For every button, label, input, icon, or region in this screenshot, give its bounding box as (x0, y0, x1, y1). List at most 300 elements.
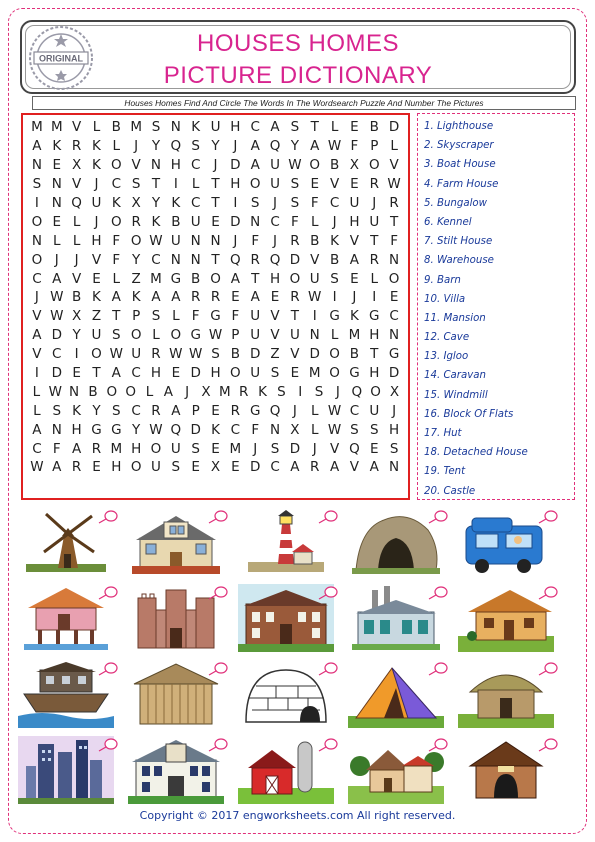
grid-letter[interactable]: W (149, 232, 163, 249)
grid-letter[interactable]: Q (269, 138, 281, 155)
grid-letter[interactable]: S (112, 402, 121, 419)
grid-letter[interactable]: A (52, 270, 62, 287)
grid-letter[interactable]: D (51, 365, 62, 382)
grid-letter[interactable]: I (312, 308, 317, 325)
grid-letter[interactable]: O (249, 176, 261, 193)
number-pin-icon[interactable] (98, 586, 118, 600)
grid-letter[interactable]: E (231, 289, 240, 306)
number-pin-icon[interactable] (318, 510, 338, 524)
grid-letter[interactable]: V (290, 346, 300, 363)
grid-letter[interactable]: B (111, 119, 121, 136)
grid-letter[interactable]: E (389, 289, 399, 306)
grid-letter[interactable]: A (349, 251, 360, 268)
grid-letter[interactable]: R (239, 383, 249, 400)
grid-letter[interactable]: M (130, 119, 142, 136)
grid-letter[interactable]: X (210, 459, 221, 476)
grid-letter[interactable]: G (329, 308, 340, 325)
grid-letter[interactable]: L (72, 232, 81, 249)
grid-letter[interactable]: A (32, 421, 42, 438)
grid-letter[interactable]: S (330, 270, 339, 287)
grid-letter[interactable]: D (309, 346, 320, 363)
grid-letter[interactable]: R (230, 402, 241, 419)
grid-letter[interactable]: L (152, 327, 160, 344)
grid-letter[interactable]: Q (230, 251, 241, 268)
grid-letter[interactable]: N (69, 383, 80, 400)
grid-letter[interactable]: J (372, 195, 377, 211)
grid-letter[interactable]: X (131, 195, 141, 211)
grid-letter[interactable]: V (270, 327, 280, 344)
grid-letter[interactable]: J (332, 213, 337, 230)
grid-letter[interactable]: R (71, 138, 82, 155)
grid-letter[interactable]: R (210, 289, 221, 306)
grid-letter[interactable]: V (389, 157, 399, 174)
grid-letter[interactable]: T (211, 176, 220, 193)
grid-letter[interactable]: E (270, 289, 280, 306)
grid-letter[interactable]: N (190, 251, 201, 268)
grid-letter[interactable]: E (350, 119, 359, 136)
number-pin-icon[interactable] (318, 586, 338, 600)
grid-letter[interactable]: L (370, 270, 379, 287)
grid-letter[interactable]: V (131, 157, 141, 174)
grid-letter[interactable]: N (31, 157, 42, 174)
grid-letter[interactable]: E (92, 270, 101, 287)
grid-letter[interactable]: M (110, 440, 123, 457)
grid-letter[interactable]: O (170, 327, 182, 344)
grid-letter[interactable]: V (71, 270, 82, 287)
grid-letter[interactable]: L (330, 119, 339, 136)
grid-letter[interactable]: B (310, 232, 320, 249)
grid-letter[interactable]: C (131, 402, 141, 419)
grid-letter[interactable]: P (370, 138, 379, 155)
grid-letter[interactable]: E (350, 176, 359, 193)
grid-letter[interactable]: N (389, 327, 400, 344)
grid-letter[interactable]: S (131, 176, 141, 193)
grid-letter[interactable]: H (369, 327, 380, 344)
grid-letter[interactable]: N (309, 327, 320, 344)
grid-letter[interactable]: U (91, 327, 102, 344)
grid-letter[interactable]: J (213, 157, 218, 174)
grid-letter[interactable]: V (32, 346, 42, 363)
grid-letter[interactable]: J (273, 195, 278, 211)
grid-letter[interactable]: J (233, 138, 238, 155)
grid-letter[interactable]: Y (290, 138, 300, 155)
grid-letter[interactable]: G (388, 346, 400, 363)
grid-letter[interactable]: S (191, 138, 200, 155)
grid-letter[interactable]: X (389, 383, 400, 400)
grid-letter[interactable]: H (91, 232, 102, 249)
grid-letter[interactable]: V (71, 119, 82, 136)
grid-letter[interactable]: L (330, 327, 339, 344)
grid-letter[interactable]: U (170, 440, 181, 457)
grid-letter[interactable]: J (134, 138, 139, 155)
grid-letter[interactable]: L (33, 402, 41, 419)
grid-letter[interactable]: B (329, 157, 340, 174)
grid-letter[interactable]: D (388, 365, 400, 382)
grid-letter[interactable]: E (350, 270, 359, 287)
grid-letter[interactable]: P (132, 308, 141, 325)
grid-letter[interactable]: U (309, 270, 320, 287)
grid-letter[interactable]: F (390, 232, 398, 249)
grid-letter[interactable]: B (71, 289, 82, 306)
number-pin-icon[interactable] (208, 738, 228, 752)
number-pin-icon[interactable] (208, 510, 228, 524)
grid-letter[interactable]: M (50, 119, 63, 136)
grid-letter[interactable]: W (208, 327, 223, 344)
grid-letter[interactable]: U (349, 195, 360, 211)
grid-letter[interactable]: W (288, 157, 302, 174)
grid-letter[interactable]: U (91, 195, 102, 211)
grid-letter[interactable]: V (329, 176, 340, 193)
grid-letter[interactable]: R (310, 459, 320, 476)
grid-letter[interactable]: T (211, 251, 220, 268)
grid-letter[interactable]: S (112, 327, 121, 344)
grid-letter[interactable]: S (250, 195, 260, 211)
grid-letter[interactable]: C (329, 195, 340, 211)
grid-letter[interactable]: Y (151, 138, 161, 155)
grid-letter[interactable]: J (185, 383, 190, 400)
grid-letter[interactable]: Q (269, 251, 281, 268)
grid-letter[interactable]: O (388, 270, 400, 287)
grid-letter[interactable]: K (191, 119, 201, 136)
grid-letter[interactable]: V (270, 308, 280, 325)
grid-letter[interactable]: K (92, 157, 101, 174)
grid-letter[interactable]: C (32, 270, 42, 287)
grid-letter[interactable]: K (111, 195, 121, 211)
grid-letter[interactable]: H (230, 176, 241, 193)
grid-letter[interactable]: E (310, 176, 319, 193)
grid-letter[interactable]: L (112, 138, 121, 155)
grid-letter[interactable]: L (53, 232, 61, 249)
grid-letter[interactable]: F (251, 232, 260, 249)
grid-letter[interactable]: A (71, 440, 82, 457)
grid-letter[interactable]: J (335, 383, 340, 400)
grid-letter[interactable]: K (211, 421, 220, 438)
grid-letter[interactable]: T (92, 365, 101, 382)
grid-letter[interactable]: S (171, 459, 181, 476)
grid-letter[interactable]: H (71, 421, 82, 438)
grid-letter[interactable]: T (290, 308, 300, 325)
grid-letter[interactable]: L (92, 119, 101, 136)
grid-letter[interactable]: C (52, 346, 62, 363)
number-pin-icon[interactable] (208, 586, 228, 600)
grid-letter[interactable]: S (290, 176, 300, 193)
grid-letter[interactable]: H (389, 421, 400, 438)
grid-letter[interactable]: Z (270, 346, 280, 363)
grid-letter[interactable]: V (329, 440, 340, 457)
grid-letter[interactable]: X (201, 383, 211, 400)
grid-letter[interactable]: A (369, 459, 379, 476)
grid-letter[interactable]: J (233, 232, 238, 249)
grid-letter[interactable]: E (52, 157, 62, 174)
grid-letter[interactable]: O (91, 346, 102, 363)
grid-letter[interactable]: E (211, 440, 220, 457)
grid-letter[interactable]: O (130, 232, 142, 249)
grid-letter[interactable]: Q (170, 421, 182, 438)
grid-letter[interactable]: I (298, 383, 303, 400)
grid-letter[interactable]: O (31, 251, 43, 268)
grid-letter[interactable]: Y (72, 327, 81, 344)
grid-letter[interactable]: J (352, 289, 357, 306)
grid-letter[interactable]: L (172, 308, 180, 325)
grid-letter[interactable]: D (230, 213, 241, 230)
number-pin-icon[interactable] (318, 738, 338, 752)
grid-letter[interactable]: O (289, 270, 301, 287)
grid-letter[interactable]: D (190, 365, 201, 382)
grid-letter[interactable]: V (349, 459, 360, 476)
grid-letter[interactable]: K (258, 383, 267, 400)
grid-letter[interactable]: L (310, 213, 319, 230)
grid-letter[interactable]: G (249, 402, 261, 419)
grid-letter[interactable]: W (387, 176, 401, 193)
grid-letter[interactable]: R (151, 402, 161, 419)
grid-letter[interactable]: X (71, 308, 82, 325)
number-pin-icon[interactable] (538, 586, 558, 600)
grid-letter[interactable]: O (110, 157, 122, 174)
grid-letter[interactable]: J (94, 176, 99, 193)
grid-letter[interactable]: J (392, 402, 397, 419)
grid-letter[interactable]: V (32, 308, 42, 325)
grid-letter[interactable]: V (71, 176, 82, 193)
grid-letter[interactable]: C (349, 402, 360, 419)
grid-letter[interactable]: D (388, 119, 400, 136)
grid-letter[interactable]: N (51, 195, 62, 211)
grid-letter[interactable]: U (270, 157, 280, 174)
number-pin-icon[interactable] (538, 662, 558, 676)
grid-letter[interactable]: U (250, 327, 261, 344)
grid-letter[interactable]: J (312, 440, 317, 457)
grid-letter[interactable]: A (111, 289, 121, 306)
grid-letter[interactable]: G (210, 308, 221, 325)
grid-letter[interactable]: B (88, 383, 98, 400)
grid-letter[interactable]: K (92, 138, 101, 155)
grid-letter[interactable]: F (251, 421, 260, 438)
grid-letter[interactable]: U (270, 176, 280, 193)
grid-letter[interactable]: E (231, 459, 240, 476)
grid-letter[interactable]: N (210, 232, 221, 249)
number-pin-icon[interactable] (538, 738, 558, 752)
grid-letter[interactable]: S (389, 440, 399, 457)
grid-letter[interactable]: W (327, 138, 342, 155)
grid-letter[interactable]: P (231, 327, 240, 344)
grid-letter[interactable]: D (250, 459, 261, 476)
grid-letter[interactable]: N (170, 251, 181, 268)
grid-letter[interactable]: U (289, 327, 300, 344)
grid-letter[interactable]: A (250, 157, 260, 174)
grid-letter[interactable]: B (349, 346, 360, 363)
number-pin-icon[interactable] (208, 662, 228, 676)
grid-letter[interactable]: J (54, 251, 59, 268)
grid-letter[interactable]: B (369, 119, 379, 136)
grid-letter[interactable]: W (308, 289, 322, 306)
grid-letter[interactable]: M (229, 440, 242, 457)
grid-letter[interactable]: U (210, 119, 221, 136)
grid-letter[interactable]: A (111, 365, 121, 382)
grid-letter[interactable]: K (131, 289, 141, 306)
grid-letter[interactable]: T (112, 308, 121, 325)
grid-letter[interactable]: E (72, 365, 81, 382)
number-pin-icon[interactable] (428, 510, 448, 524)
grid-letter[interactable]: S (290, 195, 300, 211)
grid-letter[interactable]: C (131, 365, 141, 382)
grid-letter[interactable]: C (270, 459, 280, 476)
grid-letter[interactable]: L (310, 402, 319, 419)
grid-letter[interactable]: U (250, 308, 261, 325)
grid-letter[interactable]: G (369, 308, 380, 325)
grid-letter[interactable]: A (270, 119, 280, 136)
grid-letter[interactable]: R (369, 251, 379, 268)
grid-letter[interactable]: S (32, 176, 42, 193)
number-pin-icon[interactable] (98, 662, 118, 676)
grid-letter[interactable]: M (348, 327, 361, 344)
grid-letter[interactable]: O (230, 365, 241, 382)
grid-letter[interactable]: O (125, 383, 136, 400)
grid-letter[interactable]: N (170, 119, 181, 136)
grid-letter[interactable]: C (151, 251, 161, 268)
grid-letter[interactable]: H (170, 157, 181, 174)
grid-letter[interactable]: L (390, 138, 398, 155)
grid-letter[interactable]: C (250, 119, 260, 136)
grid-letter[interactable]: R (369, 176, 379, 193)
grid-letter[interactable]: J (34, 289, 39, 306)
grid-letter[interactable]: J (273, 232, 278, 249)
grid-letter[interactable]: D (289, 440, 301, 457)
grid-letter[interactable]: R (190, 289, 201, 306)
grid-letter[interactable]: A (290, 459, 300, 476)
grid-letter[interactable]: S (151, 119, 161, 136)
grid-letter[interactable]: L (191, 176, 200, 193)
grid-letter[interactable]: H (111, 459, 122, 476)
grid-letter[interactable]: N (389, 251, 400, 268)
grid-letter[interactable]: A (163, 383, 173, 400)
grid-letter[interactable]: Q (349, 440, 360, 457)
grid-letter[interactable]: A (32, 327, 42, 344)
grid-letter[interactable]: D (190, 421, 201, 438)
grid-letter[interactable]: K (52, 138, 62, 155)
grid-letter[interactable]: U (170, 232, 181, 249)
grid-letter[interactable]: E (290, 365, 300, 382)
grid-letter[interactable]: F (350, 138, 359, 155)
grid-letter[interactable]: E (211, 213, 220, 230)
grid-letter[interactable]: Y (132, 251, 141, 268)
grid-letter[interactable]: Z (131, 270, 141, 287)
grid-letter[interactable]: C (190, 157, 201, 174)
grid-letter[interactable]: M (308, 365, 321, 382)
number-pin-icon[interactable] (98, 738, 118, 752)
grid-letter[interactable]: O (106, 383, 118, 400)
grid-letter[interactable]: S (270, 440, 280, 457)
grid-letter[interactable]: O (370, 383, 381, 400)
grid-letter[interactable]: J (253, 440, 258, 457)
grid-letter[interactable]: A (329, 459, 340, 476)
grid-letter[interactable]: S (270, 365, 280, 382)
grid-letter[interactable]: O (329, 346, 340, 363)
grid-letter[interactable]: X (71, 157, 82, 174)
grid-letter[interactable]: T (251, 270, 260, 287)
grid-letter[interactable]: W (327, 421, 342, 438)
grid-letter[interactable]: X (290, 421, 300, 438)
grid-letter[interactable]: J (94, 213, 99, 230)
grid-letter[interactable]: T (389, 213, 399, 230)
grid-letter[interactable]: Q (170, 138, 182, 155)
grid-letter[interactable]: N (389, 459, 400, 476)
grid-letter[interactable]: Z (91, 308, 102, 325)
number-pin-icon[interactable] (538, 510, 558, 524)
grid-letter[interactable]: H (131, 440, 142, 457)
grid-letter[interactable]: R (71, 459, 82, 476)
grid-letter[interactable]: Q (269, 402, 281, 419)
grid-letter[interactable]: S (290, 119, 300, 136)
grid-letter[interactable]: L (32, 383, 41, 400)
grid-letter[interactable]: E (370, 440, 379, 457)
grid-letter[interactable]: K (151, 213, 161, 230)
grid-letter[interactable]: B (171, 213, 181, 230)
grid-letter[interactable]: E (171, 365, 181, 382)
grid-letter[interactable]: H (349, 213, 360, 230)
grid-letter[interactable]: H (230, 119, 241, 136)
grid-letter[interactable]: B (329, 251, 340, 268)
grid-letter[interactable]: O (130, 459, 142, 476)
grid-letter[interactable]: I (34, 365, 39, 382)
grid-letter[interactable]: B (230, 346, 240, 363)
grid-letter[interactable]: A (151, 289, 161, 306)
grid-letter[interactable]: O (110, 213, 122, 230)
grid-letter[interactable]: R (389, 195, 399, 211)
number-pin-icon[interactable] (318, 662, 338, 676)
grid-letter[interactable]: H (269, 270, 281, 287)
grid-letter[interactable]: F (52, 440, 61, 457)
grid-letter[interactable]: F (231, 308, 240, 325)
grid-letter[interactable]: W (109, 346, 123, 363)
grid-letter[interactable]: V (349, 232, 360, 249)
grid-letter[interactable]: I (74, 346, 79, 363)
grid-letter[interactable]: S (191, 440, 200, 457)
grid-letter[interactable]: O (309, 157, 321, 174)
grid-letter[interactable]: W (188, 346, 203, 363)
number-pin-icon[interactable] (428, 738, 448, 752)
grid-letter[interactable]: F (112, 251, 121, 268)
grid-letter[interactable]: S (350, 421, 359, 438)
grid-letter[interactable]: T (151, 176, 161, 193)
grid-letter[interactable]: O (368, 157, 380, 174)
grid-letter[interactable]: K (330, 232, 339, 249)
grid-letter[interactable]: E (191, 459, 200, 476)
grid-letter[interactable]: H (369, 365, 380, 382)
grid-letter[interactable]: V (91, 251, 102, 268)
grid-letter[interactable]: H (150, 365, 162, 382)
grid-letter[interactable]: H (210, 365, 221, 382)
grid-letter[interactable]: I (34, 195, 39, 211)
grid-letter[interactable]: O (150, 440, 162, 457)
grid-letter[interactable]: U (250, 365, 261, 382)
grid-letter[interactable]: F (310, 195, 319, 211)
grid-letter[interactable]: W (48, 383, 62, 400)
grid-letter[interactable]: T (370, 232, 379, 249)
grid-letter[interactable]: W (30, 459, 44, 476)
grid-letter[interactable]: L (112, 270, 121, 287)
grid-letter[interactable]: Y (132, 421, 141, 438)
grid-letter[interactable]: W (149, 421, 163, 438)
grid-letter[interactable]: A (32, 138, 42, 155)
grid-letter[interactable]: Y (151, 195, 161, 211)
grid-letter[interactable]: G (91, 421, 102, 438)
grid-letter[interactable]: A (250, 138, 260, 155)
grid-letter[interactable]: E (52, 213, 62, 230)
grid-letter[interactable]: A (52, 459, 62, 476)
grid-letter[interactable]: N (51, 176, 62, 193)
grid-letter[interactable]: M (150, 270, 162, 287)
grid-letter[interactable]: S (277, 383, 286, 400)
grid-letter[interactable]: D (250, 346, 261, 363)
